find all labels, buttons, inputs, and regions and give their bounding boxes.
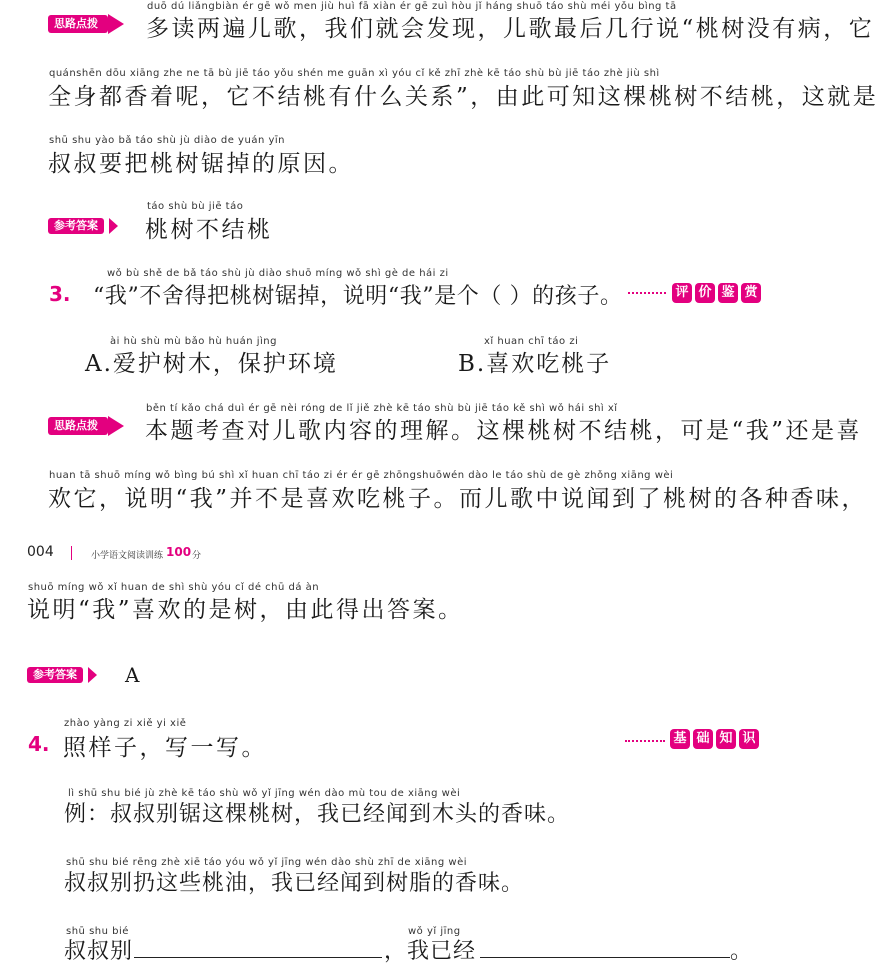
fill-pinyin-left: shū shu bié [66, 926, 129, 937]
book-score-unit: 分 [192, 551, 202, 561]
pinyin-line: shuō míng wǒ xǐ huan de shì shù yóu cǐ dé chū dá àn [28, 582, 320, 593]
tag-char: 赏 [741, 283, 761, 303]
tag-char: 基 [670, 729, 690, 749]
fill-text-left: 叔叔别 [64, 939, 134, 964]
tag-char: 鉴 [718, 283, 738, 303]
arrow-icon [88, 667, 97, 683]
question-text: 照样子，写一写。 [63, 735, 267, 761]
answer-badge-label: 参考答案 [33, 668, 77, 681]
category-tag-evaluate [672, 283, 761, 303]
sample-text: 叔叔别扔这些桃油，我已经闻到树脂的香味。 [64, 871, 525, 896]
dotted-leader [628, 292, 666, 294]
pinyin-line: huan tā shuō míng wǒ bìng bú shì xǐ huan chī táo zi ér ér gē zhōngshuōwén dào le táo shù de gè zhǒng xiāng wèi [49, 470, 674, 481]
example-text: 例：叔叔别锯这棵桃树，我已经闻到木头的香味。 [64, 802, 571, 827]
question-text: “我”不舍得把桃树锯掉，说明“我”是个（ ）的孩子。 [93, 284, 623, 309]
answer-pinyin: táo shù bù jiē táo [147, 201, 244, 212]
fill-pinyin-mid: wǒ yǐ jīng [408, 926, 461, 937]
answer-badge-label: 参考答案 [54, 219, 98, 232]
answer-badge [27, 667, 83, 683]
think-badge [48, 417, 108, 435]
think-badge-label: 思路点拨 [54, 419, 98, 432]
answer-text: 桃树不结桃 [145, 217, 273, 243]
footer-divider [71, 546, 72, 560]
pinyin-line: quánshēn dōu xiāng zhe ne tā bù jiē táo yǒu shén me guān xì yóu cǐ kě zhī zhè kē táo shù bù jiē táo zhè jiù shì [49, 68, 660, 79]
arrow-icon [108, 416, 124, 436]
book-score: 100 [166, 545, 192, 559]
question-number: 3. [49, 282, 71, 306]
text-line: 全身都香着呢，它不结桃有什么关系”，由此可知这棵桃树不结桃，这就是 [48, 84, 878, 110]
question-pinyin: zhào yàng zi xiě yi xiě [64, 718, 187, 729]
example-pinyin: lì shū shu bié jù zhè kē táo shù wǒ yǐ jīng wén dào mù tou de xiāng wèi [68, 788, 461, 799]
option-pinyin: ài hù shù mù bǎo hù huán jìng [110, 336, 277, 347]
page-number: 004 [27, 544, 54, 560]
option-a[interactable]: A.爱护树木，保护环境 [85, 351, 338, 377]
tag-char: 知 [716, 729, 736, 749]
fill-text-mid: ，我已经 [384, 939, 477, 964]
think-badge-label: 思路点拨 [54, 17, 98, 30]
text-line: 欢它，说明“我”并不是喜欢吃桃子。而儿歌中说闻到了桃树的各种香味， [48, 486, 868, 512]
question-number: 4. [28, 732, 50, 756]
option-b[interactable]: B.喜欢吃桃子 [458, 351, 612, 377]
tag-char: 础 [693, 729, 713, 749]
pinyin-line: shū shu yào bǎ táo shù jù diào de yuán yīn [49, 135, 285, 146]
fill-text-end: 。 [730, 939, 755, 964]
category-tag-basic [670, 729, 759, 749]
answer-text: A [125, 663, 140, 687]
arrow-icon [108, 14, 124, 34]
question-pinyin: wǒ bù shě de bǎ táo shù jù diào shuō míng wǒ shì gè de hái zi [107, 268, 449, 279]
answer-badge [48, 218, 104, 234]
fill-blank-2[interactable] [480, 957, 730, 958]
arrow-icon [109, 218, 118, 234]
tag-char: 价 [695, 283, 715, 303]
pinyin-line: duō dú liǎngbiàn ér gē wǒ men jiù huì fā xiàn ér gē zuì hòu jǐ háng shuō táo shù méi yǒu bìng tā [147, 1, 677, 12]
fill-blank-1[interactable] [134, 957, 382, 958]
dotted-leader [625, 740, 665, 742]
option-pinyin: xǐ huan chī táo zi [484, 336, 579, 347]
text-line: 多读两遍儿歌，我们就会发现，儿歌最后几行说“桃树没有病，它 [146, 16, 875, 42]
text-line: 说明“我”喜欢的是树，由此得出答案。 [27, 597, 464, 623]
pinyin-line: běn tí kǎo chá duì ér gē nèi róng de lǐ jiě zhè kē táo shù bù jiē táo kě shì wǒ hái shì xǐ [146, 403, 618, 414]
think-badge [48, 15, 108, 33]
text-line: 本题考查对儿歌内容的理解。这棵桃树不结桃，可是“我”还是喜 [145, 418, 863, 444]
tag-char: 评 [672, 283, 692, 303]
sample-pinyin: shū shu bié rēng zhè xiē táo yóu wǒ yǐ jīng wén dào shù zhī de xiāng wèi [66, 857, 468, 868]
book-title: 小学语文阅读训练 [91, 551, 164, 561]
tag-char: 识 [739, 729, 759, 749]
text-line: 叔叔要把桃树锯掉的原因。 [48, 151, 354, 177]
